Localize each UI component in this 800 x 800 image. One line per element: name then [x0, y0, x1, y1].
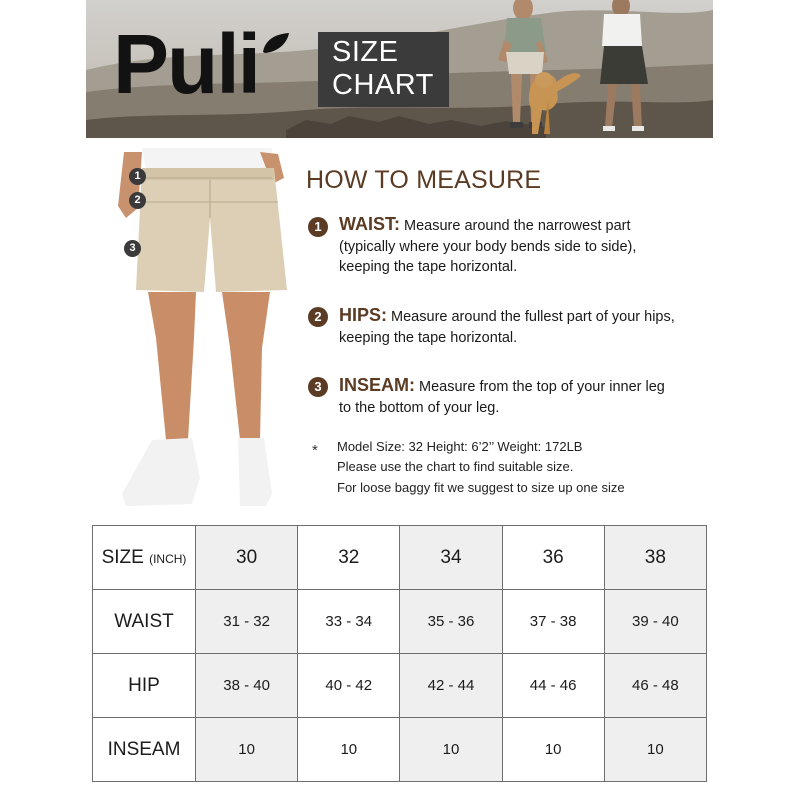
step-hips-text-1: Measure around the fullest part of your hips, — [387, 309, 675, 325]
note-model-size: Model Size: 32 Height: 6’2’’ Weight: 172LB — [337, 439, 583, 454]
table-row-hip — [93, 654, 707, 718]
size-chart-line-1: SIZE — [332, 36, 399, 68]
step-inseam — [339, 375, 719, 418]
note-loose-fit: For loose baggy fit we suggest to size up one size — [337, 480, 625, 495]
step-waist-text-2: (typically where your body bends side to side), — [339, 238, 637, 255]
table-cell: 32 — [298, 526, 400, 590]
step-inseam-label: INSEAM: — [339, 375, 415, 395]
step-hips-text-2: keeping the tape horizontal. — [339, 329, 518, 346]
model-photo — [112, 148, 312, 513]
note-use-chart: Please use the chart to find suitable size. — [337, 459, 574, 474]
table-cell: 46 - 48 — [604, 654, 706, 718]
table-cell: 42 - 44 — [400, 654, 502, 718]
step-waist-text-1: Measure around the narrowest part — [400, 218, 631, 234]
table-cell: 38 - 40 — [196, 654, 298, 718]
table-cell: 36 — [502, 526, 604, 590]
table-cell: 34 — [400, 526, 502, 590]
step-waist-text-3: keeping the tape horizontal. — [339, 259, 518, 275]
row-label-waist: WAIST — [93, 590, 196, 654]
table-cell: 10 — [400, 718, 502, 782]
step-hips — [339, 305, 719, 348]
table-header-size — [93, 526, 196, 590]
table-cell: 10 — [196, 718, 298, 782]
step-number-3: 3 — [308, 377, 328, 397]
table-row-sizes — [93, 526, 707, 590]
table-cell: 38 — [604, 526, 706, 590]
table-cell: 39 - 40 — [604, 590, 706, 654]
step-number-1: 1 — [308, 217, 328, 237]
banner-hero-image — [86, 0, 713, 138]
row-label-inseam: INSEAM — [93, 718, 196, 782]
table-cell: 44 - 46 — [502, 654, 604, 718]
table-cell: 35 - 36 — [400, 590, 502, 654]
table-cell: 10 — [604, 718, 706, 782]
leaf-icon — [261, 32, 291, 54]
size-table — [92, 525, 707, 782]
step-number-2: 2 — [308, 307, 328, 327]
table-cell: 31 - 32 — [196, 590, 298, 654]
marker-waist: 1 — [129, 168, 146, 185]
note-asterisk: * — [312, 442, 318, 459]
step-hips-label: HIPS: — [339, 305, 388, 325]
step-inseam-text-2: to the bottom of your leg. — [339, 399, 500, 416]
table-row-waist — [93, 590, 707, 654]
table-row-inseam — [93, 718, 707, 782]
size-chart-line-2: CHART — [332, 69, 434, 101]
row-label-hip: HIP — [93, 654, 196, 718]
table-cell: 10 — [502, 718, 604, 782]
table-cell: 33 - 34 — [298, 590, 400, 654]
marker-hips: 2 — [129, 192, 146, 209]
how-to-measure-title: HOW TO MEASURE — [306, 166, 542, 194]
step-inseam-text-1: Measure from the top of your inner leg — [415, 379, 665, 395]
table-cell: 30 — [196, 526, 298, 590]
step-waist — [339, 214, 719, 278]
step-waist-label: WAIST: — [339, 214, 400, 234]
table-cell: 10 — [298, 718, 400, 782]
table-cell: 37 - 38 — [502, 590, 604, 654]
size-header-label: SIZE — [101, 546, 144, 568]
size-chart-badge — [318, 32, 449, 107]
table-cell: 40 - 42 — [298, 654, 400, 718]
size-header-unit: (INCH) — [149, 551, 187, 566]
marker-inseam: 3 — [124, 240, 141, 257]
brand-logo: Puli — [113, 17, 260, 111]
